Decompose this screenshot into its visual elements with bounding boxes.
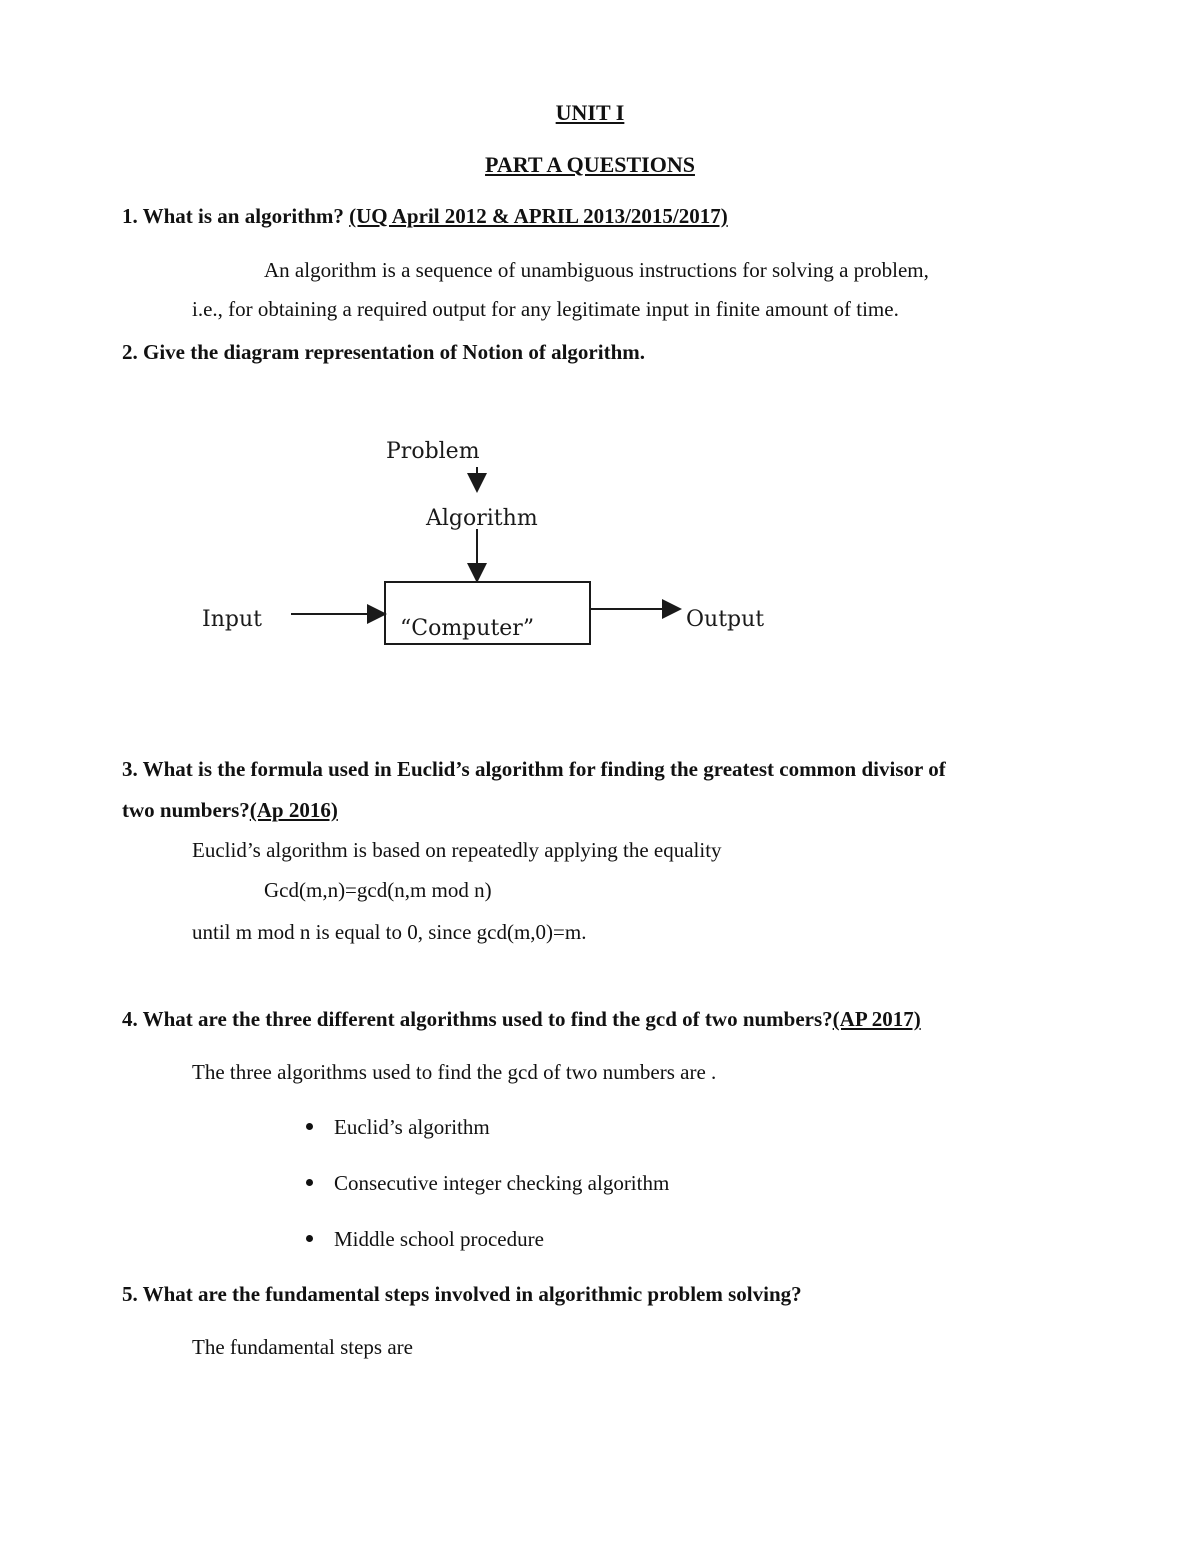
bullet-dot — [306, 1179, 313, 1186]
answer-3-line-1: Euclid’s algorithm is based on repeatedly applying the equality — [192, 838, 722, 862]
question-3-ref: (Ap 2016) — [249, 798, 338, 822]
question-5: 5. What are the fundamental steps involved in algorithmic problem solving? — [122, 1282, 802, 1306]
answer-3-line-3: until m mod n is equal to 0, since gcd(m,0)=m. — [192, 920, 587, 944]
algorithm-label: Algorithm — [426, 506, 538, 531]
list-item: Middle school procedure — [334, 1227, 544, 1251]
question-1-text: 1. What is an algorithm? — [122, 204, 344, 228]
question-3-text: two numbers? — [122, 798, 250, 822]
question-3-line-1: 3. What is the formula used in Euclid’s algorithm for finding the greatest common divisor of — [122, 757, 946, 781]
part-title: PART A QUESTIONS — [485, 152, 695, 177]
list-item: Euclid’s algorithm — [334, 1115, 490, 1139]
question-1 — [122, 204, 728, 229]
answer-1-line-1: An algorithm is a sequence of unambiguous instructions for solving a problem, — [264, 258, 929, 282]
question-1-ref: (UQ April 2012 & APRIL 2013/2015/2017) — [349, 204, 728, 228]
euclid-formula: Gcd(m,n)=gcd(n,m mod n) — [264, 878, 492, 902]
answer-5: The fundamental steps are — [192, 1335, 413, 1359]
question-2: 2. Give the diagram representation of Notion of algorithm. — [122, 340, 646, 364]
problem-label: Problem — [386, 439, 480, 464]
question-3-line-2 — [122, 798, 338, 823]
input-label: Input — [202, 607, 262, 632]
question-4-text: 4. What are the three different algorithms used to find the gcd of two numbers? — [122, 1007, 833, 1031]
question-4-ref: (AP 2017) — [832, 1007, 921, 1031]
list-item: Consecutive integer checking algorithm — [334, 1171, 670, 1195]
answer-4-intro: The three algorithms used to find the gcd of two numbers are . — [192, 1060, 717, 1084]
answer-1-line-2: i.e., for obtaining a required output for any legitimate input in finite amount of time. — [192, 297, 899, 321]
computer-label: “Computer” — [400, 616, 535, 641]
question-4 — [122, 1007, 921, 1032]
notion-of-algorithm-diagram — [190, 425, 790, 665]
bullet-dot — [306, 1235, 313, 1242]
output-label: Output — [686, 607, 765, 632]
unit-title: UNIT I — [555, 100, 625, 125]
bullet-dot — [306, 1123, 313, 1130]
